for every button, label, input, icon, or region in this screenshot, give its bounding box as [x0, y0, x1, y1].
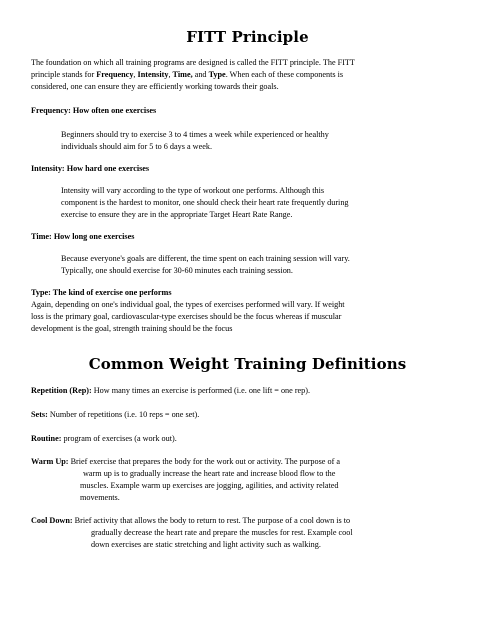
def-warmup-line-1 — [31, 456, 340, 468]
def-repetition-term: Repetition (Rep): — [31, 386, 92, 395]
time-line-2: Typically, one should exercise for 30-60 minutes each training session. — [61, 266, 293, 275]
time-line-1: Because everyone's goals are different, the time spent on each training session will vary. — [61, 254, 350, 263]
def-sets — [31, 409, 199, 421]
intro-text: principle stands for — [31, 70, 97, 79]
frequency-line-1: Beginners should try to exercise 3 to 4 times a week while experienced or healthy — [61, 130, 329, 139]
intro-sep: , — [133, 70, 138, 79]
def-repetition-text: How many times an exercise is performed (i.e. one lift = one rep). — [91, 386, 311, 395]
term-intensity: Intensity — [137, 70, 169, 79]
def-cooldown-text: Brief activity that allows the body to return to rest. The purpose of a cool down is to — [72, 516, 351, 525]
term-type: Type — [208, 70, 226, 79]
intro-sep: , — [168, 70, 173, 79]
def-routine-term: Routine: — [31, 434, 62, 443]
intensity-line-2: component is the hardest to monitor, one should check their heart rate frequently during — [61, 198, 349, 207]
def-cooldown-line-3: down exercises are static stretching and light activity such as walking. — [91, 540, 321, 549]
def-routine — [31, 433, 177, 445]
type-line-2: loss is the primary goal, cardiovascular-type exercises should be the focus whereas if muscular — [31, 312, 342, 321]
def-cooldown-line-2: gradually decrease the heart rate and prepare the muscles for rest. Example cool — [91, 528, 353, 537]
def-warmup-line-3: muscles. Example warm up exercises are jogging, agilities, and activity related — [80, 481, 339, 490]
def-routine-text: program of exercises (a work out). — [61, 434, 177, 443]
type-line-1: Again, depending on one's individual goal, the types of exercises performed will vary. If weight — [31, 300, 345, 309]
intensity-line-1: Intensity will vary according to the type of workout one performs. Although this — [61, 186, 325, 195]
type-heading: Type: The kind of exercise one performs — [31, 288, 172, 297]
def-cooldown-term: Cool Down: — [31, 516, 73, 525]
intro-line-2 — [31, 69, 343, 81]
def-sets-text: Number of repetitions (i.e. 10 reps = one set). — [47, 410, 200, 419]
def-warmup-text: Brief exercise that prepares the body for the work out or activity. The purpose of a — [68, 457, 340, 466]
term-frequency: Frequency — [96, 70, 134, 79]
term-time: Time, — [172, 70, 193, 79]
frequency-line-2: individuals should aim for 5 to 6 days a week. — [61, 142, 212, 151]
intro-sep: and — [192, 70, 209, 79]
intro-line-1: The foundation on which all training programs are designed is called the FITT principle. The FITT — [31, 58, 355, 67]
def-warmup-line-2: warm up is to gradually increase the heart rate and increase blood flow to the — [83, 469, 336, 478]
intensity-line-3: exercise to ensure they are in the appropriate Target Heart Rate Range. — [61, 210, 293, 219]
intro-text: . When each of these components is — [225, 70, 344, 79]
definitions-title: Common Weight Training Definitions — [88, 355, 407, 373]
def-repetition — [31, 385, 310, 397]
def-cooldown-line-1 — [31, 515, 350, 527]
frequency-heading: Frequency: How often one exercises — [31, 106, 157, 115]
time-heading: Time: How long one exercises — [31, 232, 135, 241]
type-line-3: development is the goal, strength training should be the focus — [31, 324, 233, 333]
intensity-heading: Intensity: How hard one exercises — [31, 164, 150, 173]
def-warmup-term: Warm Up: — [31, 457, 69, 466]
def-sets-term: Sets: — [31, 410, 48, 419]
fitt-title: FITT Principle — [186, 28, 309, 46]
def-warmup-line-4: movements. — [80, 493, 120, 502]
intro-line-3: considered, one can ensure they are efficiently working towards their goals. — [31, 82, 279, 91]
